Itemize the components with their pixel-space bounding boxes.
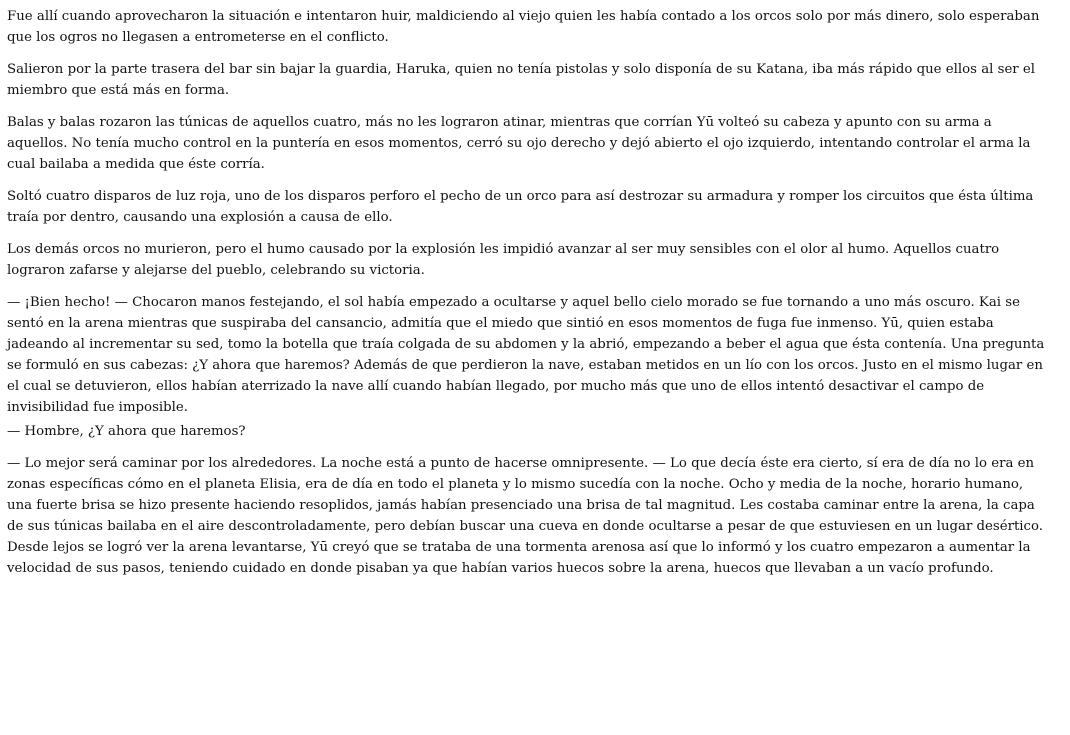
paragraph-3: Balas y balas rozaron las túnicas de aquellos cuatro, más no les lograron atinar, mientras que corrían Yū volteó su cabeza y apunto con su arma a aquellos. No tenía mucho control en la puntería en esos momentos, cerró su ojo derecho y dejó abierto el ojo izquierdo, intentando controlar el arma la cual bailaba a medida que éste corría.: [7, 115, 1031, 172]
paragraph-7: — Hombre, ¿Y ahora que haremos?: [7, 424, 246, 439]
document-body: [7, 6, 1047, 590]
paragraph-6: — ¡Bien hecho! — Chocaron manos festejando, el sol había empezado a ocultarse y aquel bello cielo morado se fue tornando a uno más oscuro. Kai se sentó en la arena mientras que suspiraba del cansancio, admitía que el miedo que sintió en esos momentos de fuga fue inmenso. Yū, quien estaba jadeando al incrementar su sed, tomo la botella que traía colgada de su abdomen y la abrió, empezando a beber el agua que ésta contenía. Una pregunta se formuló en sus cabezas: ¿Y ahora que haremos? Además de que perdieron la nave, estaban metidos en un lío con los orcos. Justo en el mismo lugar en el cual se detuvieron, ellos habían aterrizado la nave allí cuando habían llegado, por mucho más que uno de ellos intentó desactivar el campo de invisibilidad fue imposible.: [7, 295, 1045, 415]
paragraph-4: Soltó cuatro disparos de luz roja, uno de los disparos perforo el pecho de un orco para así destrozar su armadura y romper los circuitos que ésta última traía por dentro, causando una explosión a causa de ello.: [7, 189, 1034, 225]
paragraph-5: Los demás orcos no murieron, pero el humo causado por la explosión les impidió avanzar al ser muy sensibles con el olor al humo. Aquellos cuatro lograron zafarse y alejarse del pueblo, celebrando su victoria.: [7, 242, 1000, 278]
paragraph-1: Fue allí cuando aprovecharon la situación e intentaron huir, maldiciendo al viejo quien les había contado a los orcos solo por más dinero, solo esperaban que los ogros no llegasen a entrometerse en el conflicto.: [7, 9, 1040, 45]
paragraph-8: — Lo mejor será caminar por los alrededores. La noche está a punto de hacerse omnipresente. — Lo que decía éste era cierto, sí era de día no lo era en zonas específicas cómo en el planeta Elisia, era de día en todo el planeta y lo mismo sucedía con la noche. Ocho y media de la noche, horario humano, una fuerte brisa se hizo presente haciendo resoplidos, jamás habían presenciado una brisa de tal magnitud. Les costaba caminar entre la arena, la capa de sus túnicas bailaba en el aire descontroladamente, pero debían buscar una cueva en donde ocultarse a pesar de que estuviesen en un lugar desértico. Desde lejos se logró ver la arena levantarse, Yū creyó que se trataba de una tormenta arenosa así que lo informó y los cuatro empezaron a aumentar la velocidad de sus pasos, teniendo cuidado en donde pisaban ya que habían varios huecos sobre la arena, huecos que llevaban a un vacío profundo.: [7, 456, 1043, 576]
paragraph-2: Salieron por la parte trasera del bar sin bajar la guardia, Haruka, quien no tenía pistolas y solo disponía de su Katana, iba más rápido que ellos al ser el miembro que está más en forma.: [7, 62, 1036, 98]
